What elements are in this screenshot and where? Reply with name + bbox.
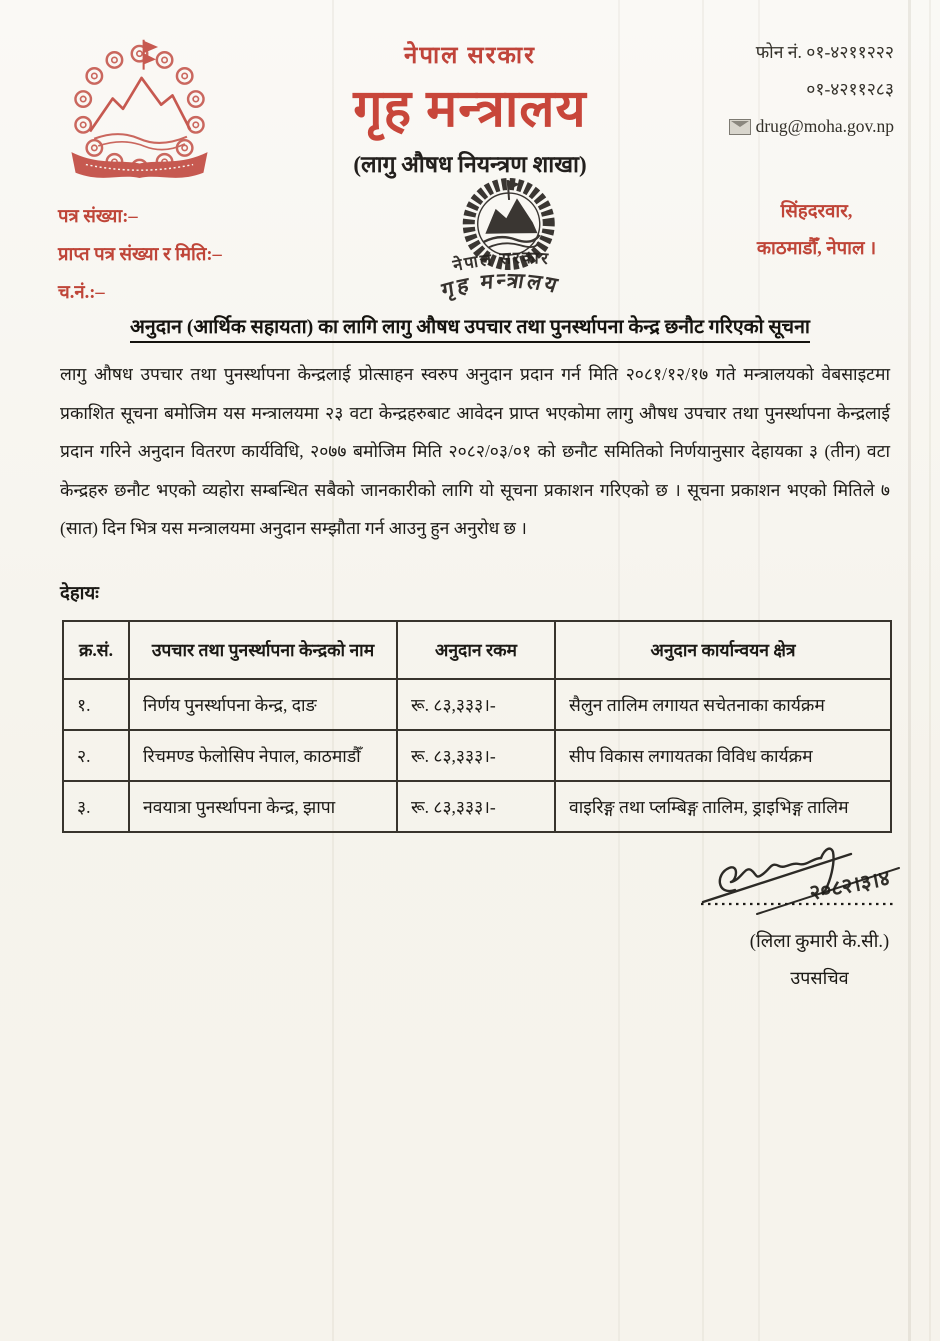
- address-line-2: काठमाडौँ, नेपाल ।: [756, 239, 877, 259]
- email-address: drug@moha.gov.np: [755, 116, 894, 136]
- phone-number-2: ०१-४२११२८३: [806, 79, 894, 99]
- table-row: [63, 730, 891, 781]
- signatory-name: (लिला कुमारी के.सी.): [749, 932, 890, 952]
- cell-center-name: नवयात्रा पुनर्स्थापना केन्द्र, झापा: [129, 781, 397, 832]
- signatory-position: उपसचिव: [790, 968, 849, 988]
- address-block: [709, 194, 924, 268]
- table-row: [63, 679, 891, 730]
- header-serial: क्र.सं.: [63, 621, 129, 679]
- cell-serial: २.: [63, 730, 129, 781]
- table-header-row: [63, 621, 891, 679]
- cell-implementation-area: वाइरिङ्ग तथा प्लम्बिङ्ग तालिम, ड्राइभिङ्ग तालिम: [555, 781, 891, 832]
- phone-number-1: फोन नं. ०१-४२११२२२: [755, 42, 894, 62]
- stamp-text-government: नेपाल सरकार: [451, 248, 551, 276]
- cell-grant-amount: रू. ८३,३३३।-: [397, 730, 555, 781]
- cell-implementation-area: सीप विकास लगायतका विविध कार्यक्रम: [555, 730, 891, 781]
- cell-grant-amount: रू. ८३,३३३।-: [397, 679, 555, 730]
- reference-block: [58, 198, 222, 312]
- ref-chalani-number: च.नं.:–: [58, 283, 105, 303]
- cell-implementation-area: सैलुन तालिम लगायत सचेतनाका कार्यक्रम: [555, 679, 891, 730]
- notice-title: अनुदान (आर्थिक सहायता) का लागि लागु औषध उपचार तथा पुनर्स्थापना केन्द्र छनौट गरिएको सूचना: [40, 312, 900, 339]
- table-row: [63, 781, 891, 832]
- official-stamp: [396, 172, 624, 317]
- signatory-block: [712, 924, 927, 996]
- cell-grant-amount: रू. ८३,३३३।-: [397, 781, 555, 832]
- scan-artifact-line: [929, 0, 931, 1341]
- signature-date: २०८२।३।४: [807, 865, 892, 905]
- government-name: नेपाल सरकार: [404, 43, 536, 69]
- address-line-1: सिंहदरवार,: [780, 202, 853, 222]
- cell-center-name: रिचमण्ड फेलोसिप नेपाल, काठमाडौँ: [129, 730, 397, 781]
- ref-received-number: प्राप्त पत्र संख्या र मिति:–: [58, 245, 222, 265]
- envelope-icon: [729, 119, 751, 135]
- header-grant-amount: अनुदान रकम: [397, 621, 555, 679]
- notice-body: लागु औषध उपचार तथा पुनर्स्थापना केन्द्रलाई प्रोत्साहन स्वरुप अनुदान प्रदान गर्न मिति २०८१/१२/१७ गते मन्त्रालयको वेबसाइटमा प्रकाशित सूचना बमोजिम यस मन्त्रालयमा २३ वटा केन्द्रहरुबाट आवेदन प्राप्त भएकोमा लागु औषध उपचार तथा पुनर्स्थापना केन्द्रलाई प्रदान गरिने अनुदान वितरण कार्यविधि, २०७७ बमोजिम मिति २०८२/०३/०१ को छनौट समितिको निर्णयानुसार देहायका ३ (तीन) वटा केन्द्रहरु छनौट भएको व्यहोरा सम्बन्धित सबैको जानकारीको लागि यो सूचना प्रकाशन गरिएको छ । सूचना प्रकाशन भएको मितिले ७ (सात) दिन भित्र यस मन्त्रालयमा अनुदान सम्झौता गर्न आउनु हुन अनुरोध छ ।: [60, 364, 890, 538]
- branch-name: (लागु औषध नियन्त्रण शाखा): [353, 152, 587, 177]
- grants-table: [62, 620, 892, 833]
- contact-block: [729, 34, 894, 145]
- cell-center-name: निर्णय पुनर्स्थापना केन्द्र, दाङ: [129, 679, 397, 730]
- stamp-text-ministry: गृह मन्त्रालय: [440, 268, 564, 303]
- below-label: देहायः: [60, 584, 99, 604]
- cell-serial: १.: [63, 679, 129, 730]
- ministry-name: गृह मन्त्रालय: [353, 81, 587, 138]
- cell-serial: ३.: [63, 781, 129, 832]
- header-implementation-area: अनुदान कार्यान्वयन क्षेत्र: [555, 621, 891, 679]
- header-center-name: उपचार तथा पुनर्स्थापना केन्द्रको नाम: [129, 621, 397, 679]
- signature-image: [693, 840, 911, 932]
- ref-letter-number: पत्र संख्या:–: [58, 207, 138, 227]
